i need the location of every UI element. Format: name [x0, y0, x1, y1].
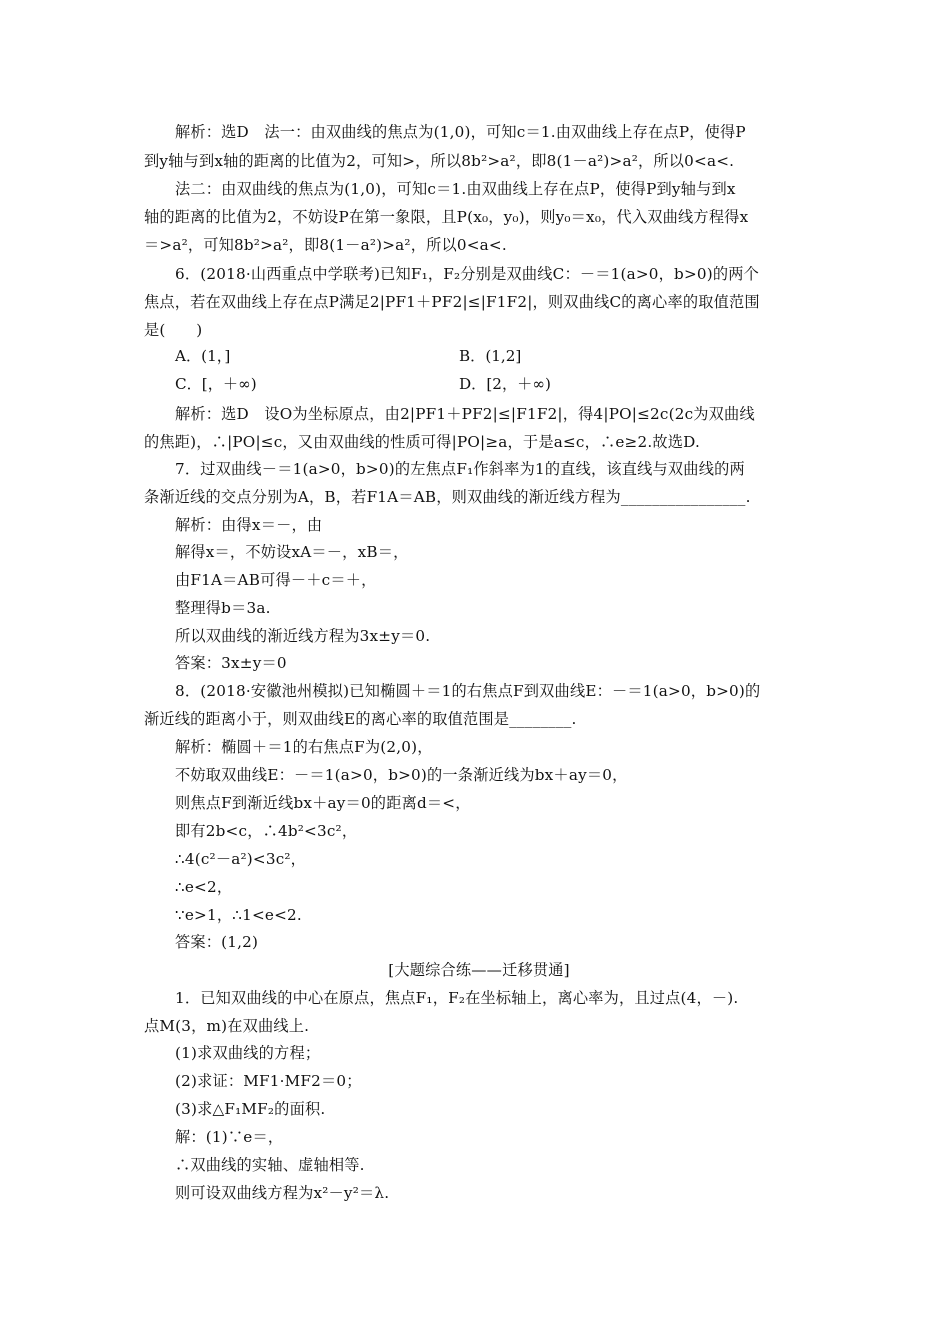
text-line: 法二：由双曲线的焦点为(1,0)，可知c＝1.由双曲线上存在点P，使得P到y轴与到x [175, 180, 736, 198]
problem-1: 1．已知双曲线的中心在原点，焦点F₁，F₂在坐标轴上，离心率为，且过点(4，－). [175, 989, 739, 1007]
option-a: A．(1，] [175, 347, 231, 365]
text-line: ∴4(c²－a²)<3c²， [175, 850, 307, 868]
text-line: 即有2b<c，∴4b²<3c²， [175, 822, 358, 840]
text-line: (2)求证：MF1·MF2＝0； [175, 1072, 362, 1090]
text-line: 焦点，若在双曲线上存在点P满足2|PF1＋PF2|≤|F1F2|，则双曲线C的离心率的取值范围 [144, 293, 760, 311]
text-line: 到y轴与到x轴的距离的比值为2，可知>，所以8b²>a²，即8(1－a²)>a²，所以0<a<. [144, 152, 735, 170]
text-line: 解析：选D 法一：由双曲线的焦点为(1,0)，可知c＝1.由双曲线上存在点P，使得P [175, 123, 746, 141]
text-line: ∴e<2， [175, 878, 233, 896]
question-7: 7．过双曲线－＝1(a>0，b>0)的左焦点F₁作斜率为1的直线，该直线与双曲线的两 [175, 460, 745, 478]
text-line: 解得x＝，不妨设xA＝－，xB＝， [175, 543, 409, 561]
text-line: 条渐近线的交点分别为A，B，若F1A＝AB，则双曲线的渐近线方程为________________. [144, 488, 751, 506]
text-line: 解析：由得x＝－，由 [175, 516, 323, 534]
text-line: (1)求双曲线的方程； [175, 1044, 321, 1062]
answer-line: 答案：(1,2) [175, 933, 259, 951]
text-line: 则可设双曲线方程为x²－y²＝λ. [175, 1184, 390, 1202]
text-line: 是( ) [144, 321, 203, 339]
text-line: 点M(3，m)在双曲线上. [144, 1017, 310, 1035]
section-heading: [大题综合练——迁移贯通] [388, 961, 570, 979]
question-6: 6．(2018·山西重点中学联考)已知F₁，F₂分别是双曲线C：－＝1(a>0，b>0)的两个 [175, 265, 760, 283]
answer-line: 答案：3x±y＝0 [175, 654, 287, 672]
text-line: ∵e>1，∴1<e<2. [175, 906, 302, 924]
text-line: ＝>a²，可知8b²>a²，即8(1－a²)>a²，所以0<a<. [144, 236, 507, 254]
option-c: C．[，＋∞) [175, 375, 257, 393]
option-d: D．[2，＋∞) [459, 375, 551, 393]
text-line: 整理得b＝3a. [175, 599, 271, 617]
text-line: 渐近线的距离小于，则双曲线E的离心率的取值范围是________. [144, 710, 577, 728]
question-8: 8．(2018·安徽池州模拟)已知椭圆＋＝1的右焦点F到双曲线E：－＝1(a>0，b>0)的 [175, 682, 761, 700]
text-line: ∴双曲线的实轴、虚轴相等. [175, 1156, 365, 1174]
text-line: 解析：椭圆＋＝1的右焦点F为(2,0)， [175, 738, 433, 756]
text-line: 解析：选D 设O为坐标原点，由2|PF1＋PF2|≤|F1F2|，得4|PO|≤2c(2c为双曲线 [175, 405, 755, 423]
option-b: B．(1,2] [459, 347, 522, 365]
text-line: 轴的距离的比值为2，不妨设P在第一象限，且P(x₀，y₀)，则y₀＝x₀，代入双曲线方程得x [144, 208, 749, 226]
text-line: (3)求△F₁MF₂的面积. [175, 1100, 326, 1118]
text-line: 所以双曲线的渐近线方程为3x±y＝0. [175, 627, 431, 645]
text-line: 的焦距)，∴|PO|≤c，又由双曲线的性质可得|PO|≥a，于是a≤c，∴e≥2.故选D. [144, 433, 701, 451]
text-line: 解：(1)∵e＝， [175, 1128, 284, 1146]
text-line: 由F1A＝AB可得－＋c＝＋， [175, 571, 377, 589]
text-line: 则焦点F到渐近线bx＋ay＝0的距离d＝<， [175, 794, 471, 812]
text-line: 不妨取双曲线E：－＝1(a>0，b>0)的一条渐近线为bx＋ay＝0， [175, 766, 628, 784]
